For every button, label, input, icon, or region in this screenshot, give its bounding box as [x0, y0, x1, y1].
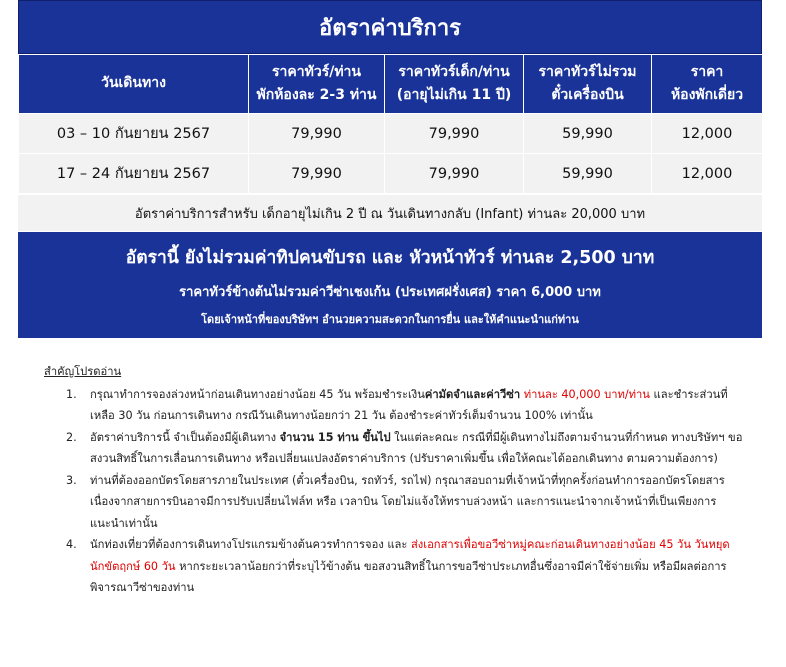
item-number: 3. [66, 473, 77, 487]
table-header-row [19, 55, 763, 114]
infant-price-note: อัตราค่าบริการสำหรับ เด็กอายุไม่เกิน 2 ปี ณ วันเดินทางกลับ (Infant) ท่านละ 20,000 บาท [18, 194, 762, 231]
price-section [18, 0, 762, 338]
list-item [44, 470, 744, 535]
header-travel-date: วันเดินทาง [19, 55, 249, 114]
tip-charge-text: อัตรานี้ ยังไม่รวมค่าทิปคนขับรถ และ หัวหน้าทัวร์ ท่านละ 2,500 บาท [125, 247, 655, 268]
table-row [19, 114, 763, 154]
table-row [19, 154, 763, 194]
visa-charge-text: ราคาทัวร์ข้างต้นไม่รวมค่าวีซ่าเชงเก้น (ประเทศฝรั่งเศส) ราคา 6,000 บาท [179, 284, 601, 300]
list-item [44, 427, 744, 470]
important-notes [44, 361, 744, 599]
header-no-ticket-price: ราคาทัวร์ไม่รวม ตั๋วเครื่องบิน [524, 55, 652, 114]
item-number: 1. [66, 387, 77, 401]
cell-date: 17 – 24 กันยายน 2567 [19, 154, 249, 194]
cell-child-price: 79,990 [385, 154, 524, 194]
price-table [18, 54, 763, 194]
cell-single-room: 12,000 [652, 114, 763, 154]
header-single-room: ราคา ห้องพักเดี่ยว [652, 55, 763, 114]
item-text: กรุณาทำการจองล่วงหน้าก่อนเดินทางอย่างน้อย 45 วัน พร้อมชำระเงินค่ามัดจำและค่าวีซ่า ท่านละ 40,000 บาท/ท่าน และชำระส่วนที่เหลือ 30 วัน ก่อนการเดินทาง กรณีวันเดินทางน้อยกว่า 21 วัน ต้องชำระค่าทัวร์เต็มจำนวน 100% เท่านั้น [90, 387, 728, 422]
header-adult-price: ราคาทัวร์/ท่าน พักห้องละ 2-3 ท่าน [249, 55, 385, 114]
cell-date: 03 – 10 กันยายน 2567 [19, 114, 249, 154]
item-number: 2. [66, 430, 77, 444]
list-item [44, 534, 744, 599]
notes-heading: สำคัญโปรดอ่าน [44, 365, 122, 378]
item-text: นักท่องเที่ยวที่ต้องการเดินทางโปรแกรมข้างต้นควรทำการจอง และ ส่งเอกสารเพื่อขอวีซ่าหมู่คณะก่อนเดินทางอย่างน้อย 45 วัน วันหยุดนักขัตฤกษ์ 60 วัน หากระยะเวลาน้อยกว่าที่ระบุไว้ข้างต้น ขอสงวนสิทธิ์ในการขอวีซ่าประเภทอื่นซึ่งอาจมีค่าใช้จ่ายเพิ่ม หรือมีผลต่อการพิจารณาวีซ่าของท่าน [90, 538, 730, 594]
cell-child-price: 79,990 [385, 114, 524, 154]
list-item [44, 384, 744, 427]
cell-single-room: 12,000 [652, 154, 763, 194]
item-number: 4. [66, 538, 77, 551]
header-child-price: ราคาทัวร์เด็ก/ท่าน (อายุไม่เกิน 11 ปี) [385, 55, 524, 114]
item-text: อัตราค่าบริการนี้ จำเป็นต้องมีผู้เดินทาง จำนวน 15 ท่าน ขึ้นไป ในแต่ละคณะ กรณีที่มีผู้เดินทางไม่ถึงตามจำนวนที่กำหนด ทางบริษัทฯ ขอสงวนสิทธิ์ในการเลื่อนการเดินทาง หรือเปลี่ยนแปลงอัตราค่าบริการ (ปรับราคาเพิ่มขึ้น เพื่อให้คณะได้ออกเดินทาง ตามความต้องการ) [90, 430, 743, 465]
notes-list [44, 384, 744, 599]
cell-no-ticket-price: 59,990 [524, 114, 652, 154]
visa-service-text: โดยเจ้าหน้าที่ของบริษัทฯ อำนวยความสะดวกในการยื่น และให้คำแนะนำแก่ท่าน [201, 312, 579, 326]
extra-charges-box [18, 231, 762, 338]
cell-adult-price: 79,990 [249, 154, 385, 194]
cell-adult-price: 79,990 [249, 114, 385, 154]
item-text: ท่านที่ต้องออกบัตรโดยสารภายในประเทศ (ตั๋วเครื่องบิน, รถทัวร์, รถไฟ) กรุณาสอบถามที่เจ้าหน้าที่ทุกครั้งก่อนทำการออกบัตรโดยสาร เนื่องจากสายการบินอาจมีการปรับเปลี่ยนไฟล์ท หรือ เวลาบิน โดยไม่แจ้งให้ทราบล่วงหน้า และการแนะนำจากเจ้าหน้าที่เป็นเพียงการแนะนำเท่านั้น [90, 473, 725, 530]
section-title: อัตราค่าบริการ [18, 0, 762, 54]
cell-no-ticket-price: 59,990 [524, 154, 652, 194]
